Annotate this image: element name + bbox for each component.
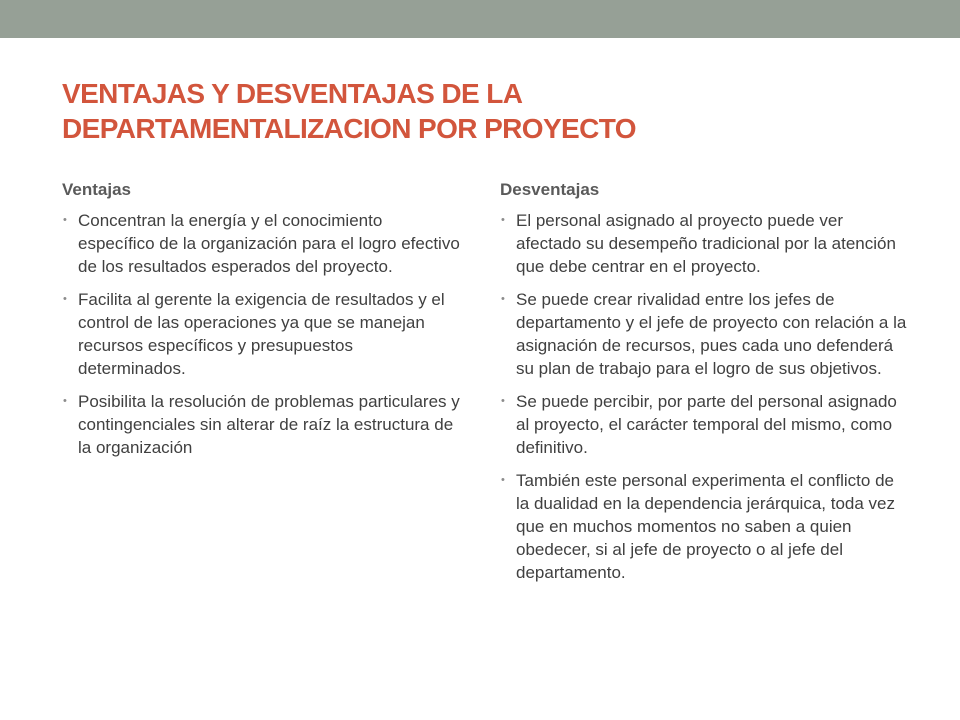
list-item-text: Se puede crear rivalidad entre los jefes de departamento y el jefe de proyecto con relación a la asignación de recursos, pues cada uno defenderá su plan de trabajo para el logro de sus objetivos. [516, 290, 907, 378]
desventajas-list [500, 209, 910, 584]
list-item [500, 469, 910, 584]
slide-title [62, 76, 922, 146]
ventajas-heading: Ventajas [62, 180, 131, 199]
list-item-text: El personal asignado al proyecto puede ver afectado su desempeño tradicional por la atención que debe centrar en el proyecto. [516, 211, 896, 276]
list-item-text: Facilita al gerente la exigencia de resultados y el control de las operaciones ya que se manejan recursos específicos y presupuestos determinados. [78, 290, 445, 378]
list-item-text: Concentran la energía y el conocimiento específico de la organización para el logro efectivo de los resultados esperados del proyecto. [78, 211, 460, 276]
bullet-icon: • [501, 214, 505, 226]
desventajas-heading: Desventajas [500, 180, 600, 199]
list-item-text: Se puede percibir, por parte del personal asignado al proyecto, el carácter temporal del mismo, como definitivo. [516, 392, 897, 457]
list-item-text: También este personal experimenta el conflicto de la dualidad en la dependencia jerárquica, toda vez que en muchos momentos no saben a quien obedecer, si al jefe de proyecto o al jefe del departamento. [516, 471, 895, 582]
bullet-icon: • [63, 214, 67, 226]
list-item [500, 288, 910, 380]
desventajas-column [500, 179, 910, 594]
list-item [500, 209, 910, 278]
bullet-icon: • [501, 474, 505, 486]
list-item-text: Posibilita la resolución de problemas particulares y contingenciales sin alterar de raíz la estructura de la organización [78, 392, 460, 457]
ventajas-column [62, 179, 462, 469]
bullet-icon: • [63, 395, 67, 407]
bullet-icon: • [63, 293, 67, 305]
list-item [62, 209, 462, 278]
bullet-icon: • [501, 293, 505, 305]
list-item [62, 390, 462, 459]
list-item [500, 390, 910, 459]
slide-title-line-1: VENTAJAS Y DESVENTAJAS DE LA [62, 78, 523, 109]
slide-title-line-2: DEPARTAMENTALIZACION POR PROYECTO [62, 113, 636, 144]
list-item [62, 288, 462, 380]
top-accent-bar [0, 0, 960, 38]
ventajas-list [62, 209, 462, 459]
bullet-icon: • [501, 395, 505, 407]
